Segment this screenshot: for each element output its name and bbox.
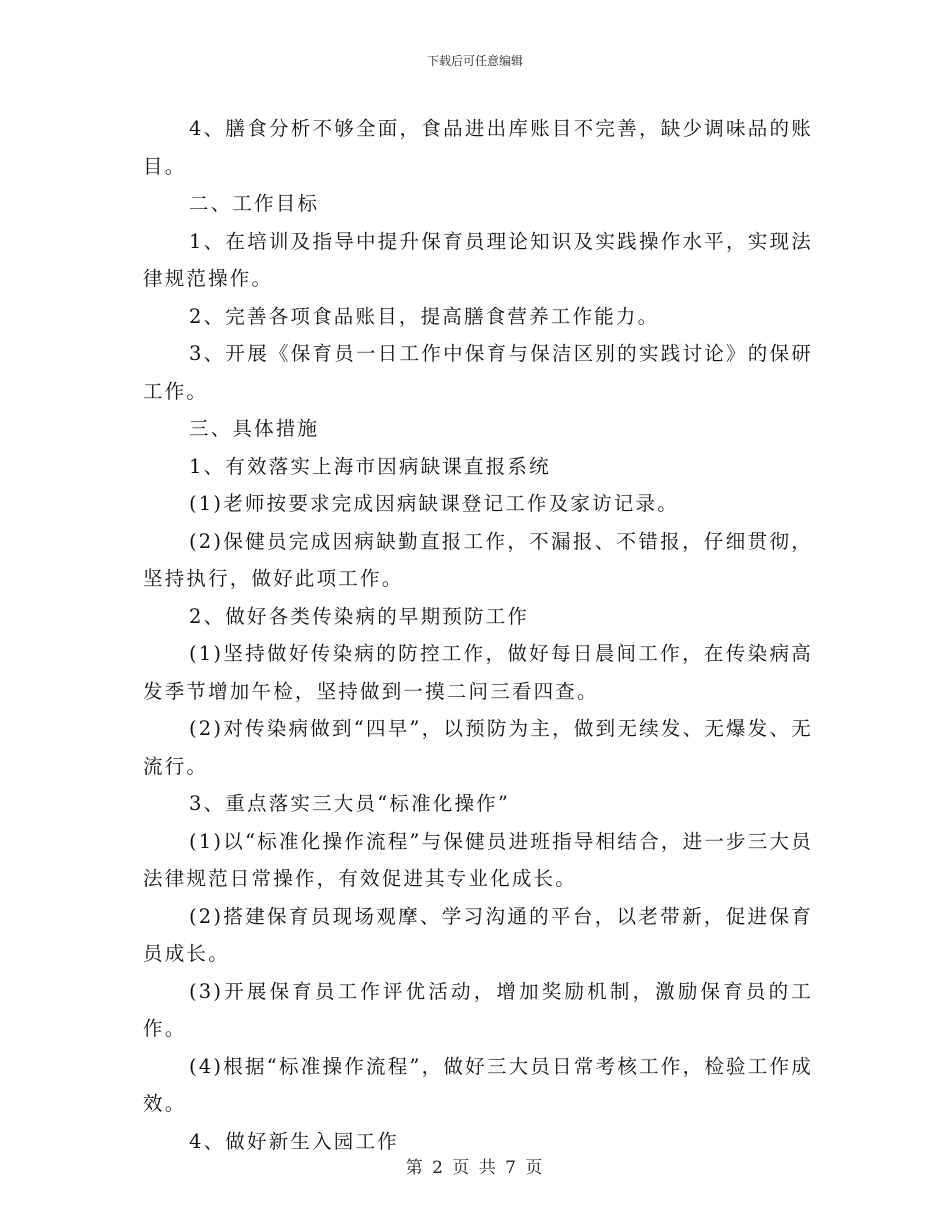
paragraph: 3、开展《保育员一日工作中保育与保洁区别的实践讨论》的保研工作。 — [143, 342, 813, 403]
page-footer: 第 2 页 共 7 页 — [405, 1158, 545, 1178]
subheading: 2、做好各类传染病的早期预防工作 — [189, 604, 530, 628]
paragraph: 4、膳食分析不够全面，食品进出库账目不完善，缺少调味品的账目。 — [143, 117, 813, 178]
paragraph: (1)老师按要求完成因病缺课登记工作及家访记录。 — [189, 492, 679, 515]
subheading: 1、有效落实上海市因病缺课直报系统 — [189, 454, 551, 478]
section-heading: 三、具体措施 — [189, 417, 320, 440]
paragraph: (3)开展保育员工作评优活动，增加奖励机制，激励保育员的工作。 — [143, 979, 813, 1040]
paragraph: 1、在培训及指导中提升保育员理论知识及实践操作水平，实现法律规范操作。 — [143, 229, 813, 290]
page-header: 下载后可任意编辑 — [426, 54, 523, 68]
paragraph: (1)以“标准化操作流程”与保健员进班指导相结合，进一步三大员法律规范日常操作，有效促进其专业化成长。 — [143, 829, 813, 890]
paragraph: 2、完善各项食品账目，提高膳食营养工作能力。 — [189, 304, 660, 328]
paragraph: (4)根据“标准操作流程”，做好三大员日常考核工作，检验工作成效。 — [143, 1054, 813, 1115]
paragraph: (2)对传染病做到“四早”，以预防为主，做到无续发、无爆发、无流行。 — [143, 717, 813, 778]
paragraph: (2)保健员完成因病缺勤直报工作，不漏报、不错报，仔细贯彻，坚持执行，做好此项工作。 — [143, 529, 813, 590]
subheading: 4、做好新生入园工作 — [189, 1129, 399, 1153]
paragraph: (1)坚持做好传染病的防控工作，做好每日晨间工作，在传染病高发季节增加午检，坚持做到一摸二问三看四查。 — [143, 642, 813, 703]
section-heading: 二、工作目标 — [189, 192, 320, 215]
document-body — [143, 110, 813, 1160]
paragraph: (2)搭建保育员现场观摩、学习沟通的平台，以老带新，促进保育员成长。 — [143, 904, 813, 965]
subheading: 3、重点落实三大员“标准化操作” — [189, 792, 511, 815]
